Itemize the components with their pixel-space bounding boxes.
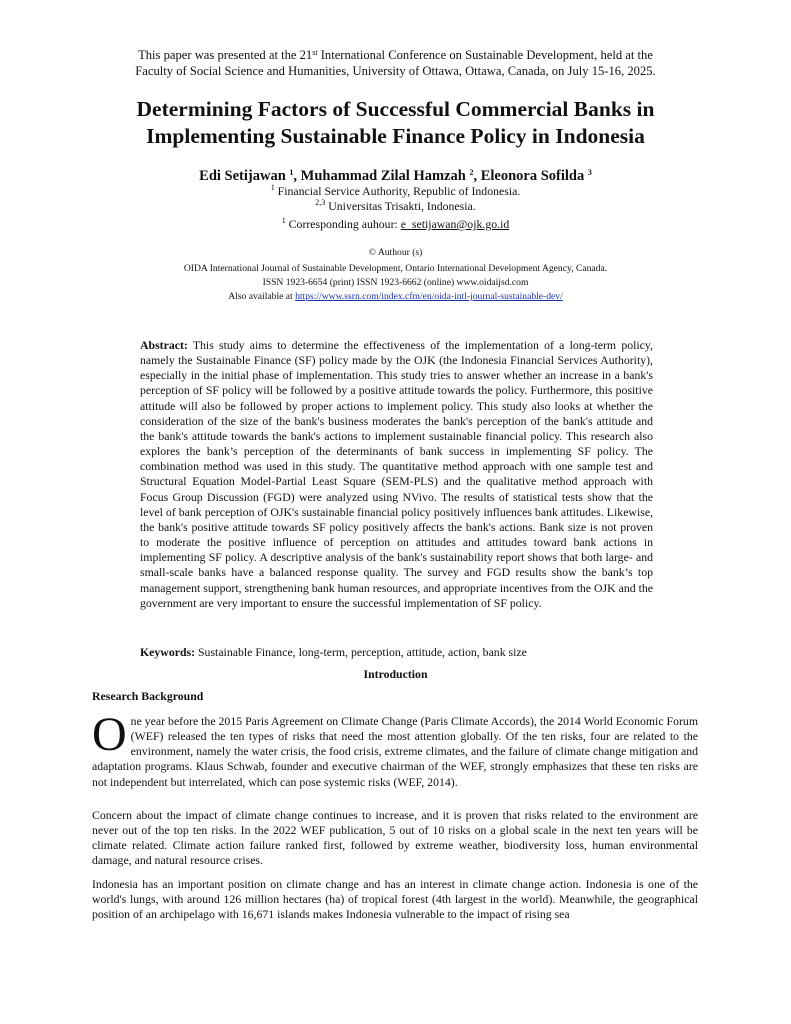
corresponding-mark: 1 bbox=[281, 216, 286, 225]
availability-label: Also available at bbox=[228, 291, 296, 302]
affiliation-text: Universitas Trisakti, Indonesia. bbox=[325, 199, 476, 213]
author-separator: , bbox=[293, 168, 301, 184]
paper-title-line1: Determining Factors of Successful Commercial Banks in bbox=[136, 97, 655, 121]
notice-text: This paper was presented at the 21 bbox=[138, 48, 313, 62]
author-separator: , bbox=[473, 168, 481, 184]
abstract-text: This study aims to determine the effectiveness of the implementation of a long-term policy, namely the Sustainable Finance (SF) policy made by the OJK (the Indonesia Financial Services Authority), especially in the initial phase of implementation. This study tries to answer whether an increase in a bank's perception of SF policy will be followed by a positive attitude towards the policy. Furthermore, this positive attitude will also be followed by proper actions to implement policy. This study also looks at whether the consideration of the size of the bank's business moderates the bank's perception of the bank's attitude and the bank's attitude towards the bank's actions to implement sustainable financial policy. This research also explores the bank’s perception of the determinants of bank success in implementing SF policy. The combination method was used in this study. The quantitative method approach with one sample test and Structural Equation Model-Partial Least Square (SEM-PLS) and the qualitative method approach with Focus Group Discussion (FGD) were analyzed using NVivo. The results of statistical tests show that the level of bank perception of OJK's sustainable financial policy positively influences bank attitudes. Likewise, the bank's positive attitude towards SF policy positively affects the bank's actions. Bank size is not proven to moderate the positive influence of perception on attitudes and attitudes toward bank actions in implementing SF policy. A descriptive analysis of the bank's sustainability report shows that both large- and small-scale banks have a balanced response quality. The survey and FGD results show the bank’s top management support, strengthening bank human resources, and appropriate incentives from the OJK and the government are very important to ensure the successful implementation of SF policy. bbox=[140, 338, 653, 610]
body-paragraph-1 bbox=[92, 708, 698, 790]
author-name: Muhammad Zilal Hamzah bbox=[300, 168, 466, 184]
author-affiliation-mark: 2 bbox=[469, 168, 474, 177]
journal-info-line1: OIDA International Journal of Sustainable Development, Ontario International Development Agency, Canada. bbox=[183, 263, 608, 274]
affiliation-2 bbox=[0, 199, 791, 214]
notice-superscript: st bbox=[312, 48, 318, 57]
drop-cap: O bbox=[92, 708, 127, 761]
conference-notice-line1 bbox=[0, 47, 791, 63]
copyright-line: © Authour (s) bbox=[368, 247, 423, 258]
paper-title-line2: Implementing Sustainable Finance Policy in Indonesia bbox=[146, 124, 645, 148]
affiliation-1 bbox=[0, 184, 791, 199]
corresponding-email-link[interactable]: e_setijawan@ojk.go.id bbox=[400, 217, 510, 231]
paper-title bbox=[0, 96, 791, 150]
corresponding-author bbox=[0, 217, 791, 232]
journal-issn-line: ISSN 1923-6654 (print) ISSN 1923-6662 (online) www.oidaijsd.com bbox=[262, 277, 529, 288]
affiliation-text: Financial Service Authority, Republic of Indonesia. bbox=[274, 184, 521, 198]
keywords-text: Sustainable Finance, long-term, perception, attitude, action, bank size bbox=[195, 645, 527, 659]
author-name: Eleonora Sofilda bbox=[480, 168, 585, 184]
introduction-heading: Introduction bbox=[363, 667, 428, 681]
conference-notice bbox=[0, 47, 791, 79]
keywords-block bbox=[140, 645, 653, 660]
body-paragraph-2: Concern about the impact of climate change continues to increase, and it is proven that risks related to the environment are never out of the top ten risks. In the 2022 WEF publication, 5 out of 10 risks on a global scale in the next ten years will be climate related. Climate action failure ranked first, followed by extreme weather, biodiversity loss, human environmental damage, and natural resource crises. bbox=[92, 808, 698, 868]
affiliation-mark: 1 bbox=[270, 183, 275, 192]
research-background-heading: Research Background bbox=[92, 689, 204, 703]
ssrn-link[interactable]: https://www.ssrn.com/index.cfm/en/oida-intl-journal-sustainable-dev/ bbox=[295, 291, 563, 302]
notice-text: International Conference on Sustainable Development, held at the bbox=[317, 48, 653, 62]
paragraph-text: ne year before the 2015 Paris Agreement on Climate Change (Paris Climate Accords), the 2014 World Economic Forum (WEF) released the ten types of risks that need the most attention globally. Of the ten risks, four are related to the environment, namely the water crisis, the food crisis, extreme climates, and the failure of climate change mitigation and adaptation programs. Klaus Schwab, founder and executive chairman of the WEF, strongly emphasizes that these ten risks are not independent but interrelated, which can pose systemic risks (WEF, 2014). bbox=[92, 714, 698, 789]
abstract-label: Abstract: bbox=[140, 338, 188, 352]
abstract-block bbox=[140, 338, 653, 611]
journal-availability-line bbox=[0, 290, 791, 304]
author-list bbox=[0, 168, 791, 185]
author-affiliation-mark: 3 bbox=[587, 168, 592, 177]
affiliation-mark: 2,3 bbox=[315, 198, 326, 207]
body-paragraph-3: Indonesia has an important position on climate change and has an interest in climate change action. Indonesia is one of the world's lungs, with around 126 million hectares (ha) of tropical forest (4th largest in the world). Meanwhile, the geographical position of an archipelago with 16,671 islands makes Indonesia vulnerable to the impact of rising sea bbox=[92, 877, 698, 922]
conference-notice-line2: Faculty of Social Science and Humanities, University of Ottawa, Ottawa, Canada, on July 15-16, 2025. bbox=[135, 64, 656, 78]
corresponding-label: Corresponding auhour: bbox=[285, 217, 401, 231]
author-name: Edi Setijawan bbox=[199, 168, 286, 184]
keywords-label: Keywords: bbox=[140, 645, 196, 659]
author-affiliation-mark: 1 bbox=[289, 168, 294, 177]
